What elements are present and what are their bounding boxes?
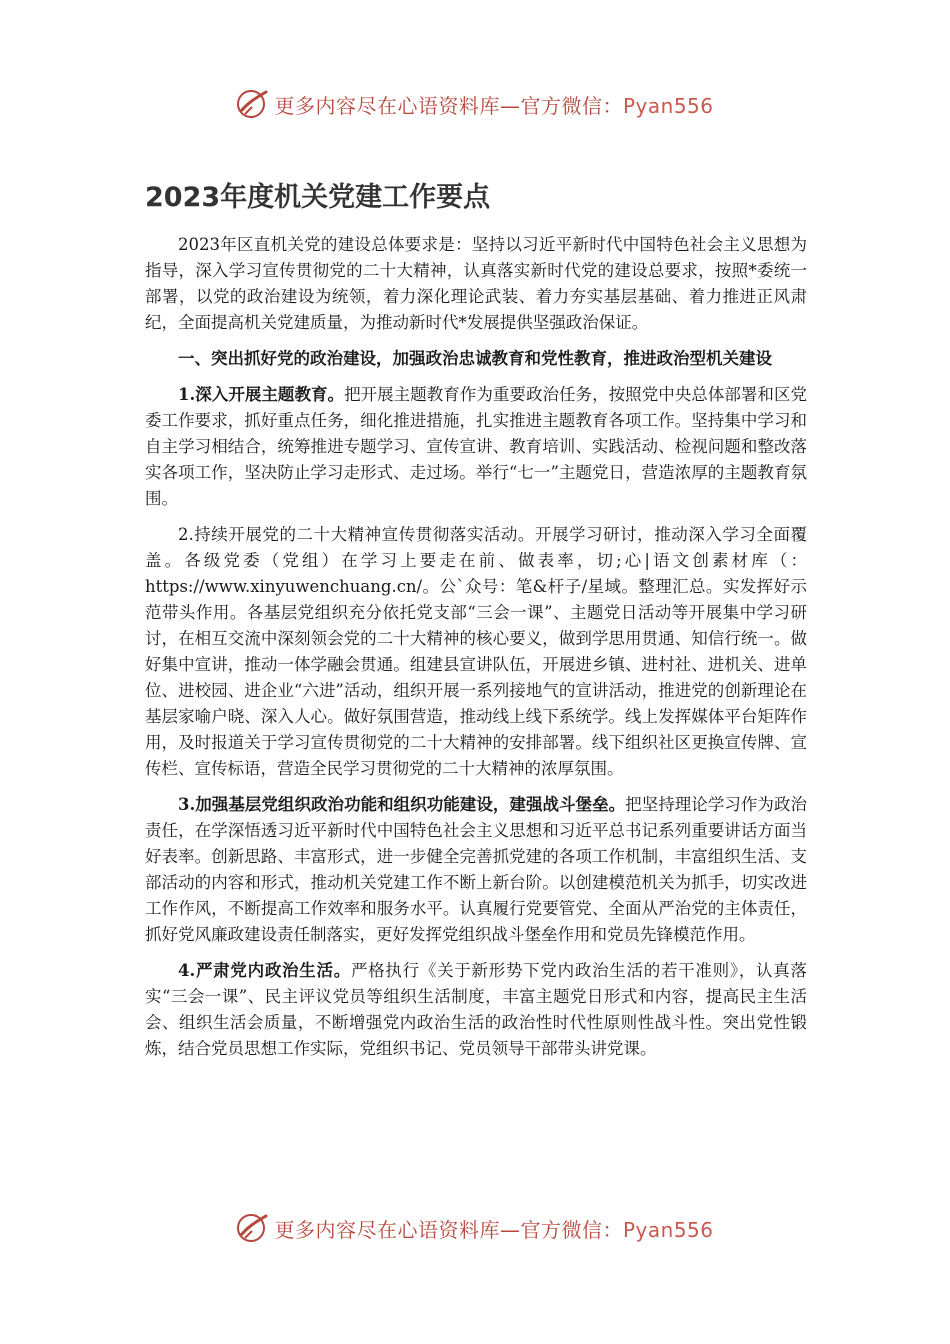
document-body — [145, 232, 807, 1072]
item-paragraph-3 — [145, 792, 807, 948]
item-lead: 3.加强基层党组织政治功能和组织功能建设，建强战斗堡垒。 — [178, 795, 626, 814]
banner-text: 更多内容尽在心语资料库—官方微信：Pyan556 — [274, 1217, 714, 1242]
document-title: 2023年度机关党建工作要点 — [145, 182, 491, 213]
pen-logo-icon — [236, 87, 270, 121]
section-heading: 一、突出抓好党的政治建设，加强政治忠诚教育和党性教育，推进政治型机关建设 — [178, 349, 772, 368]
footer-watermark-banner — [0, 1208, 950, 1248]
wechat-id: Pyan556 — [622, 1217, 714, 1242]
item-body: 严格执行《关于新形势下党内政治生活的若干准则》，认真落实“三会一课”、民主评议党员等组织生活制度，丰富主题党日形式和内容，提高民主生活会、组织生活会质量，不断增强党内政治生活的政治性时代性原则性战斗性。突出党性锻炼，结合党员思想工作实际，党组织书记、党员领导干部带头讲党课。 — [145, 961, 807, 1058]
item-paragraph-2 — [145, 522, 807, 782]
item-body: 把坚持理论学习作为政治责任，在学深悟透习近平新时代中国特色社会主义思想和习近平总书记系列重要讲话方面当好表率。创新思路、丰富形式，进一步健全完善抓党建的各项工作机制，丰富组织生活、支部活动的内容和形式，推动机关党建工作不断上新台阶。以创建模范机关为抓手，切实改进工作作风，不断提高工作效率和服务水平。认真履行党要管党、全面从严治党的主体责任，抓好党风廉政建设责任制落实，更好发挥党组织战斗堡垒作用和党员先锋模范作用。 — [145, 795, 807, 944]
item-paragraph-4 — [145, 958, 807, 1062]
item-body: 2.持续开展党的二十大精神宣传贯彻落实活动。开展学习研讨，推动深入学习全面覆盖。各级党委（党组）在学习上要走在前、做表率，切;心|语文创素材库（：https://www.xinyuwenchuang.cn/。公`众号：笔&杆子/星域。整理汇总。实发挥好示范带头作用。各基层党组织充分依托党支部“三会一课”、主题党日活动等开展集中学习研讨，在相互交流中深刻领会党的二十大精神的核心要义，做到学思用贯通、知信行统一。做好集中宣讲，推动一体学融会贯通。组建县宣讲队伍，开展进乡镇、进村社、进机关、进单位、进校园、进企业“六进”活动，组织开展一系列接地气的宣讲活动，推进党的创新理论在基层家喻户晓、深入人心。做好氛围营造，推动线上线下系统学。线上发挥媒体平台矩阵作用，及时报道关于学习宣传贯彻党的二十大精神的安排部署。线下组织社区更换宣传牌、宣传栏、宣传标语，营造全民学习贯彻党的二十大精神的浓厚氛围。 — [145, 525, 807, 778]
item-body: 把开展主题教育作为重要政治任务，按照党中央总体部署和区党委工作要求，抓好重点任务，细化推进措施，扎实推进主题教育各项工作。坚持集中学习和自主学习相结合，统筹推进专题学习、宣传宣讲、教育培训、实践活动、检视问题和整改落实各项工作，坚决防止学习走形式、走过场。举行“七一”主题党日，营造浓厚的主题教育氛围。 — [145, 385, 808, 508]
pen-logo-icon — [236, 1211, 270, 1245]
wechat-id: Pyan556 — [622, 93, 714, 118]
item-lead: 4.严肃党内政治生活。 — [178, 961, 351, 980]
item-lead: 1.深入开展主题教育。 — [178, 385, 345, 404]
banner-text: 更多内容尽在心语资料库—官方微信：Pyan556 — [274, 93, 714, 118]
intro-paragraph: 2023年区直机关党的建设总体要求是：坚持以习近平新时代中国特色社会主义思想为指导，深入学习宣传贯彻党的二十大精神，认真落实新时代党的建设总要求，按照*委统一部署，以党的政治建设为统领，着力深化理论武装、着力夯实基层基础、着力推进正风肃纪，全面提高机关党建质量，为推动新时代*发展提供坚强政治保证。 — [145, 235, 807, 332]
header-watermark-banner — [0, 84, 950, 124]
item-paragraph-1 — [145, 382, 807, 512]
